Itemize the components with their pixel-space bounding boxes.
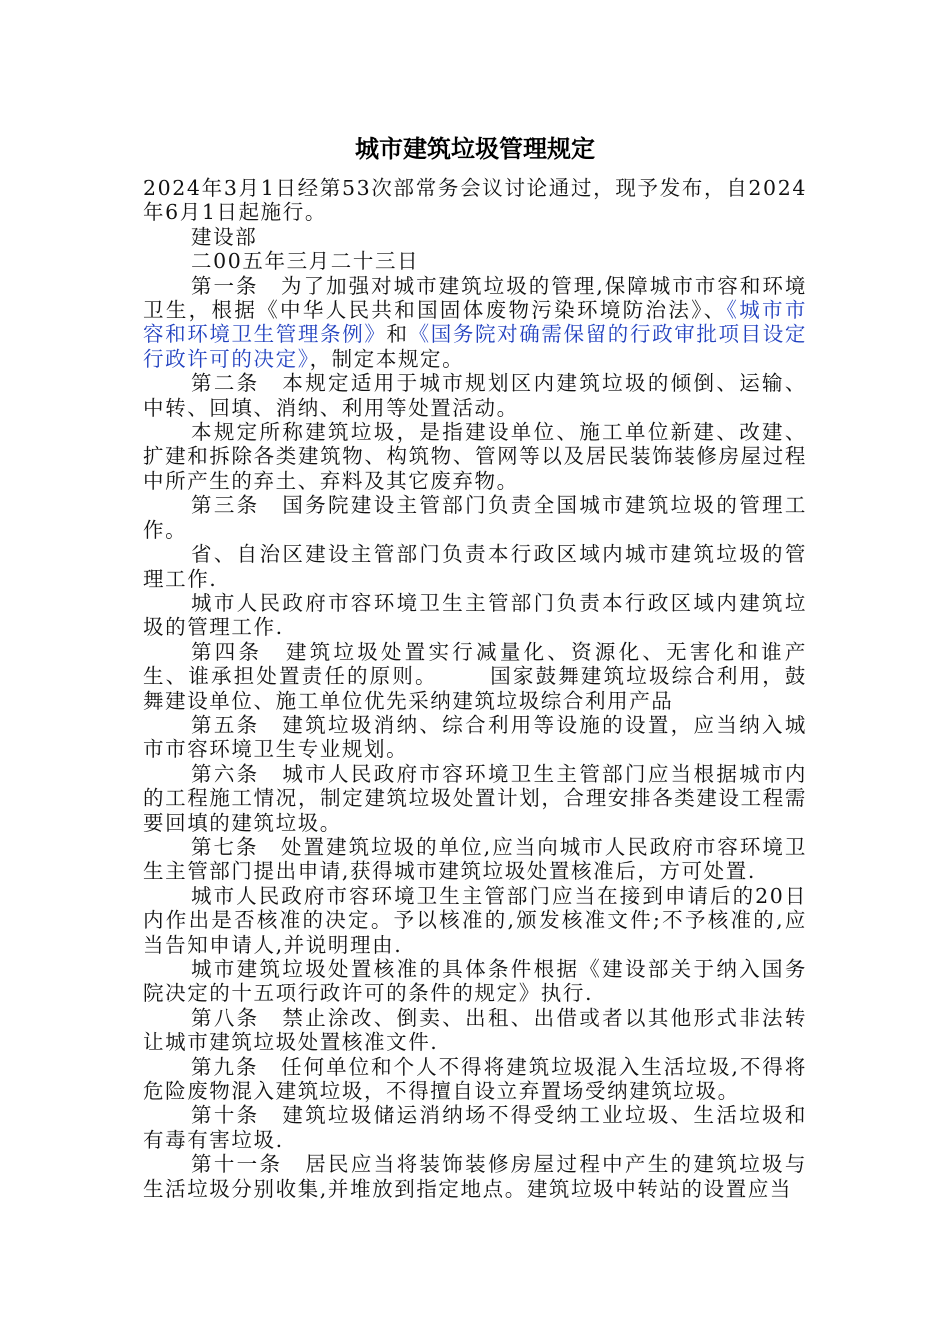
issue-date: 二00五年三月二十三日 [191, 249, 420, 274]
article-7-deadline: 城市人民政府市容环境卫生主管部门应当在接到申请后的20日内作出是否核准的决定。予以核准的,颁发核准文件;不予核准的,应当告知申请人,并说明理由. [143, 883, 807, 957]
article-9: 第九条 任何单位和个人不得将建筑垃圾混入生活垃圾,不得将危险废物混入建筑垃圾，不得擅自设立弃置场受纳建筑垃圾。 [143, 1054, 807, 1104]
article-1-text-a: 第一条 为了加强对城市建筑垃圾的管理,保障城市市容和环境卫生，根据《中华人民共和国固体废物污染环境防治法》、 [143, 273, 807, 323]
article-7: 第七条 处置建筑垃圾的单位,应当向城市人民政府市容环境卫生主管部门提出申请,获得城市建筑垃圾处置核准后，方可处置. [143, 834, 807, 884]
article-11: 第十一条 居民应当将装饰装修房屋过程中产生的建筑垃圾与生活垃圾分别收集,并堆放到指定地点。建筑垃圾中转站的设置应当 [143, 1152, 807, 1201]
article-5: 第五条 建筑垃圾消纳、综合利用等设施的设置，应当纳入城市市容环境卫生专业规划。 [143, 712, 807, 762]
article-1 [143, 274, 807, 372]
article-2-definition: 本规定所称建筑垃圾，是指建设单位、施工单位新建、改建、扩建和拆除各类建筑物、构筑物、管网等以及居民装饰装修房屋过程中所产生的弃土、弃料及其它废弃物。 [143, 420, 807, 493]
article-7-conditions: 城市建筑垃圾处置核准的具体条件根据《建设部关于纳入国务院决定的十五项行政许可的条件的规定》执行. [143, 957, 807, 1006]
issuer-line: 建设部 [191, 224, 258, 249]
article-3: 第三条 国务院建设主管部门负责全国城市建筑垃圾的管理工作。 [143, 493, 807, 542]
article-1-text-b: 和 [386, 322, 409, 347]
article-3-municipal: 城市人民政府市容环境卫生主管部门负责本行政区域内建筑垃圾的管理工作. [143, 590, 807, 640]
article-4 [143, 640, 807, 713]
article-3-provincial: 省、自治区建设主管部门负责本行政区域内城市建筑垃圾的管理工作. [143, 542, 807, 591]
article-2: 第二条 本规定适用于城市规划区内建筑垃圾的倾倒、运输、中转、回填、消纳、利用等处置活动。 [143, 371, 807, 420]
article-1-text-c: ，制定本规定。 [309, 346, 465, 371]
article-4-text-a: 第四条 建筑垃圾处置实行减量化、资源化、无害化和谁产生、谁承担处置责任的原则。 [143, 639, 807, 689]
document-title: 城市建筑垃圾管理规定 [355, 135, 595, 163]
link-city-appearance-regulation[interactable]: 《城市市容和环境卫生管理条例》 [143, 298, 807, 347]
intro-paragraph: 2024年3月1日经第53次部常务会议讨论通过，现予发布，自2024年6月1日起施行。 [143, 176, 807, 225]
document-body [143, 176, 807, 1201]
article-6: 第六条 城市人民政府市容环境卫生主管部门应当根据城市内的工程施工情况，制定建筑垃圾处置计划，合理安排各类建设工程需要回填的建筑垃圾。 [143, 761, 807, 835]
article-4-text-b: 国家鼓舞建筑垃圾综合利用，鼓舞建设单位、施工单位优先采纳建筑垃圾综合利用产品 [143, 664, 807, 713]
article-10: 第十条 建筑垃圾储运消纳场不得受纳工业垃圾、生活垃圾和有毒有害垃圾. [143, 1103, 807, 1152]
link-state-council-decision[interactable]: 《国务院对确需保留的行政审批项目设定行政许可的决定》 [143, 322, 807, 371]
article-8: 第八条 禁止涂改、倒卖、出租、出借或者以其他形式非法转让城市建筑垃圾处置核准文件. [143, 1005, 807, 1055]
